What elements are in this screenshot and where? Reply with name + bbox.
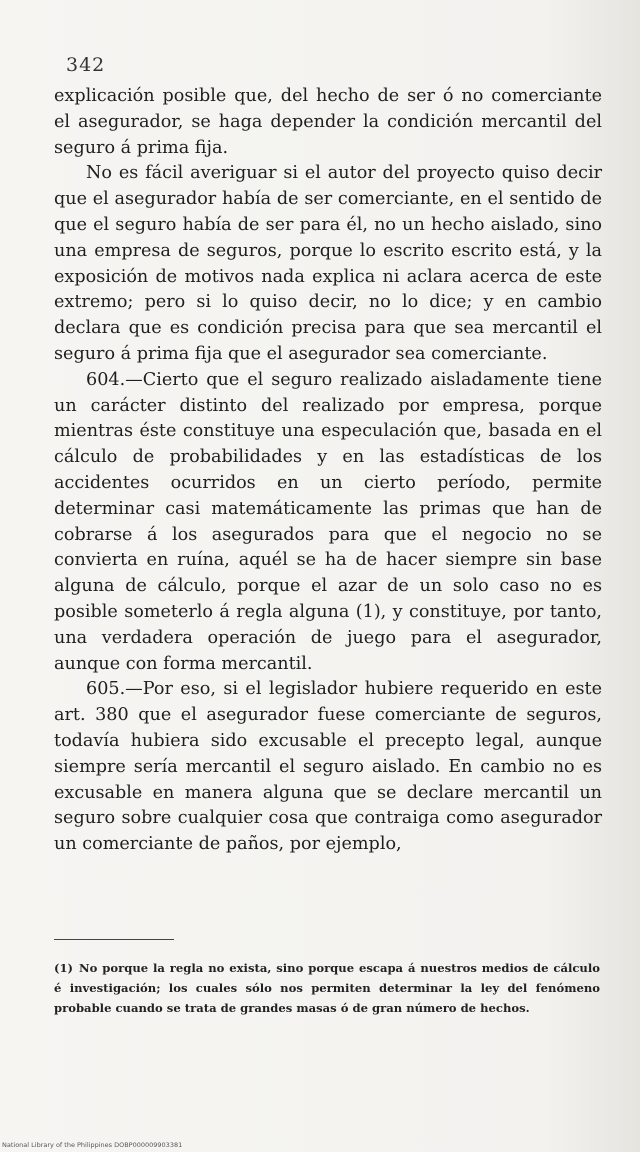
footnote: [54, 958, 600, 1018]
scan-source-label: National Library of the Philippines DOBP000009903381: [2, 1141, 183, 1149]
body-text: [54, 84, 602, 858]
paragraph-604: 604.—Cierto que el seguro realizado aisladamente tiene un carácter distinto del realizado por empresa, porque mientras éste constituye una especulación que, basada en el cálculo de probabilidades y en las estadísticas de los accidentes ocurridos en un cierto período, permite determinar casi matemáticamente las primas que han de cobrarse á los asegurados para que el negocio no se convierta en ruína, aquél se ha de hacer siempre sin base alguna de cálculo, porque el azar de un solo caso no es posible someterlo á regla alguna (1), y constituye, por tanto, una verdadera operación de juego para el asegurador, aunque con forma mercantil.: [54, 369, 602, 674]
footnote-text: No porque la regla no exista, sino porque escapa á nuestros medios de cálculo é investigación; los cuales sólo nos permiten determinar la ley del fenómeno probable cuando se trata de grandes masas ó de gran número de hechos.: [54, 961, 600, 1015]
paragraph-continuation: explicación posible que, del hecho de ser ó no comerciante el asegurador, se haga depender la condición mercantil del seguro á prima fija.: [54, 86, 602, 158]
page-number: 342: [66, 54, 106, 76]
paragraph-intro: No es fácil averiguar si el autor del proyecto quiso decir que el asegurador había de ser comerciante, en el sentido de que el seguro había de ser para él, no un hecho aislado, sino una empresa de seguros, porque lo escrito escrito está, y la exposición de motivos nada explica ni aclara acerca de este extremo; pero si lo quiso decir, no lo dice; y en cambio declara que es condición precisa para que sea mercantil el seguro á prima fija que el asegurador sea comerciante.: [54, 163, 602, 364]
footnote-separator: [54, 939, 174, 940]
paragraph-605: 605.—Por eso, si el legislador hubiere requerido en este art. 380 que el asegurador fuese comerciante de seguros, todavía hubiera sido excusable el precepto legal, aunque siempre sería mercantil el seguro aislado. En cambio no es excusable en manera alguna que se declare mercantil un seguro sobre cualquier cosa que contraiga como asegurador un comerciante de paños, por ejemplo,: [54, 679, 602, 855]
footnote-mark: (1): [54, 961, 74, 975]
